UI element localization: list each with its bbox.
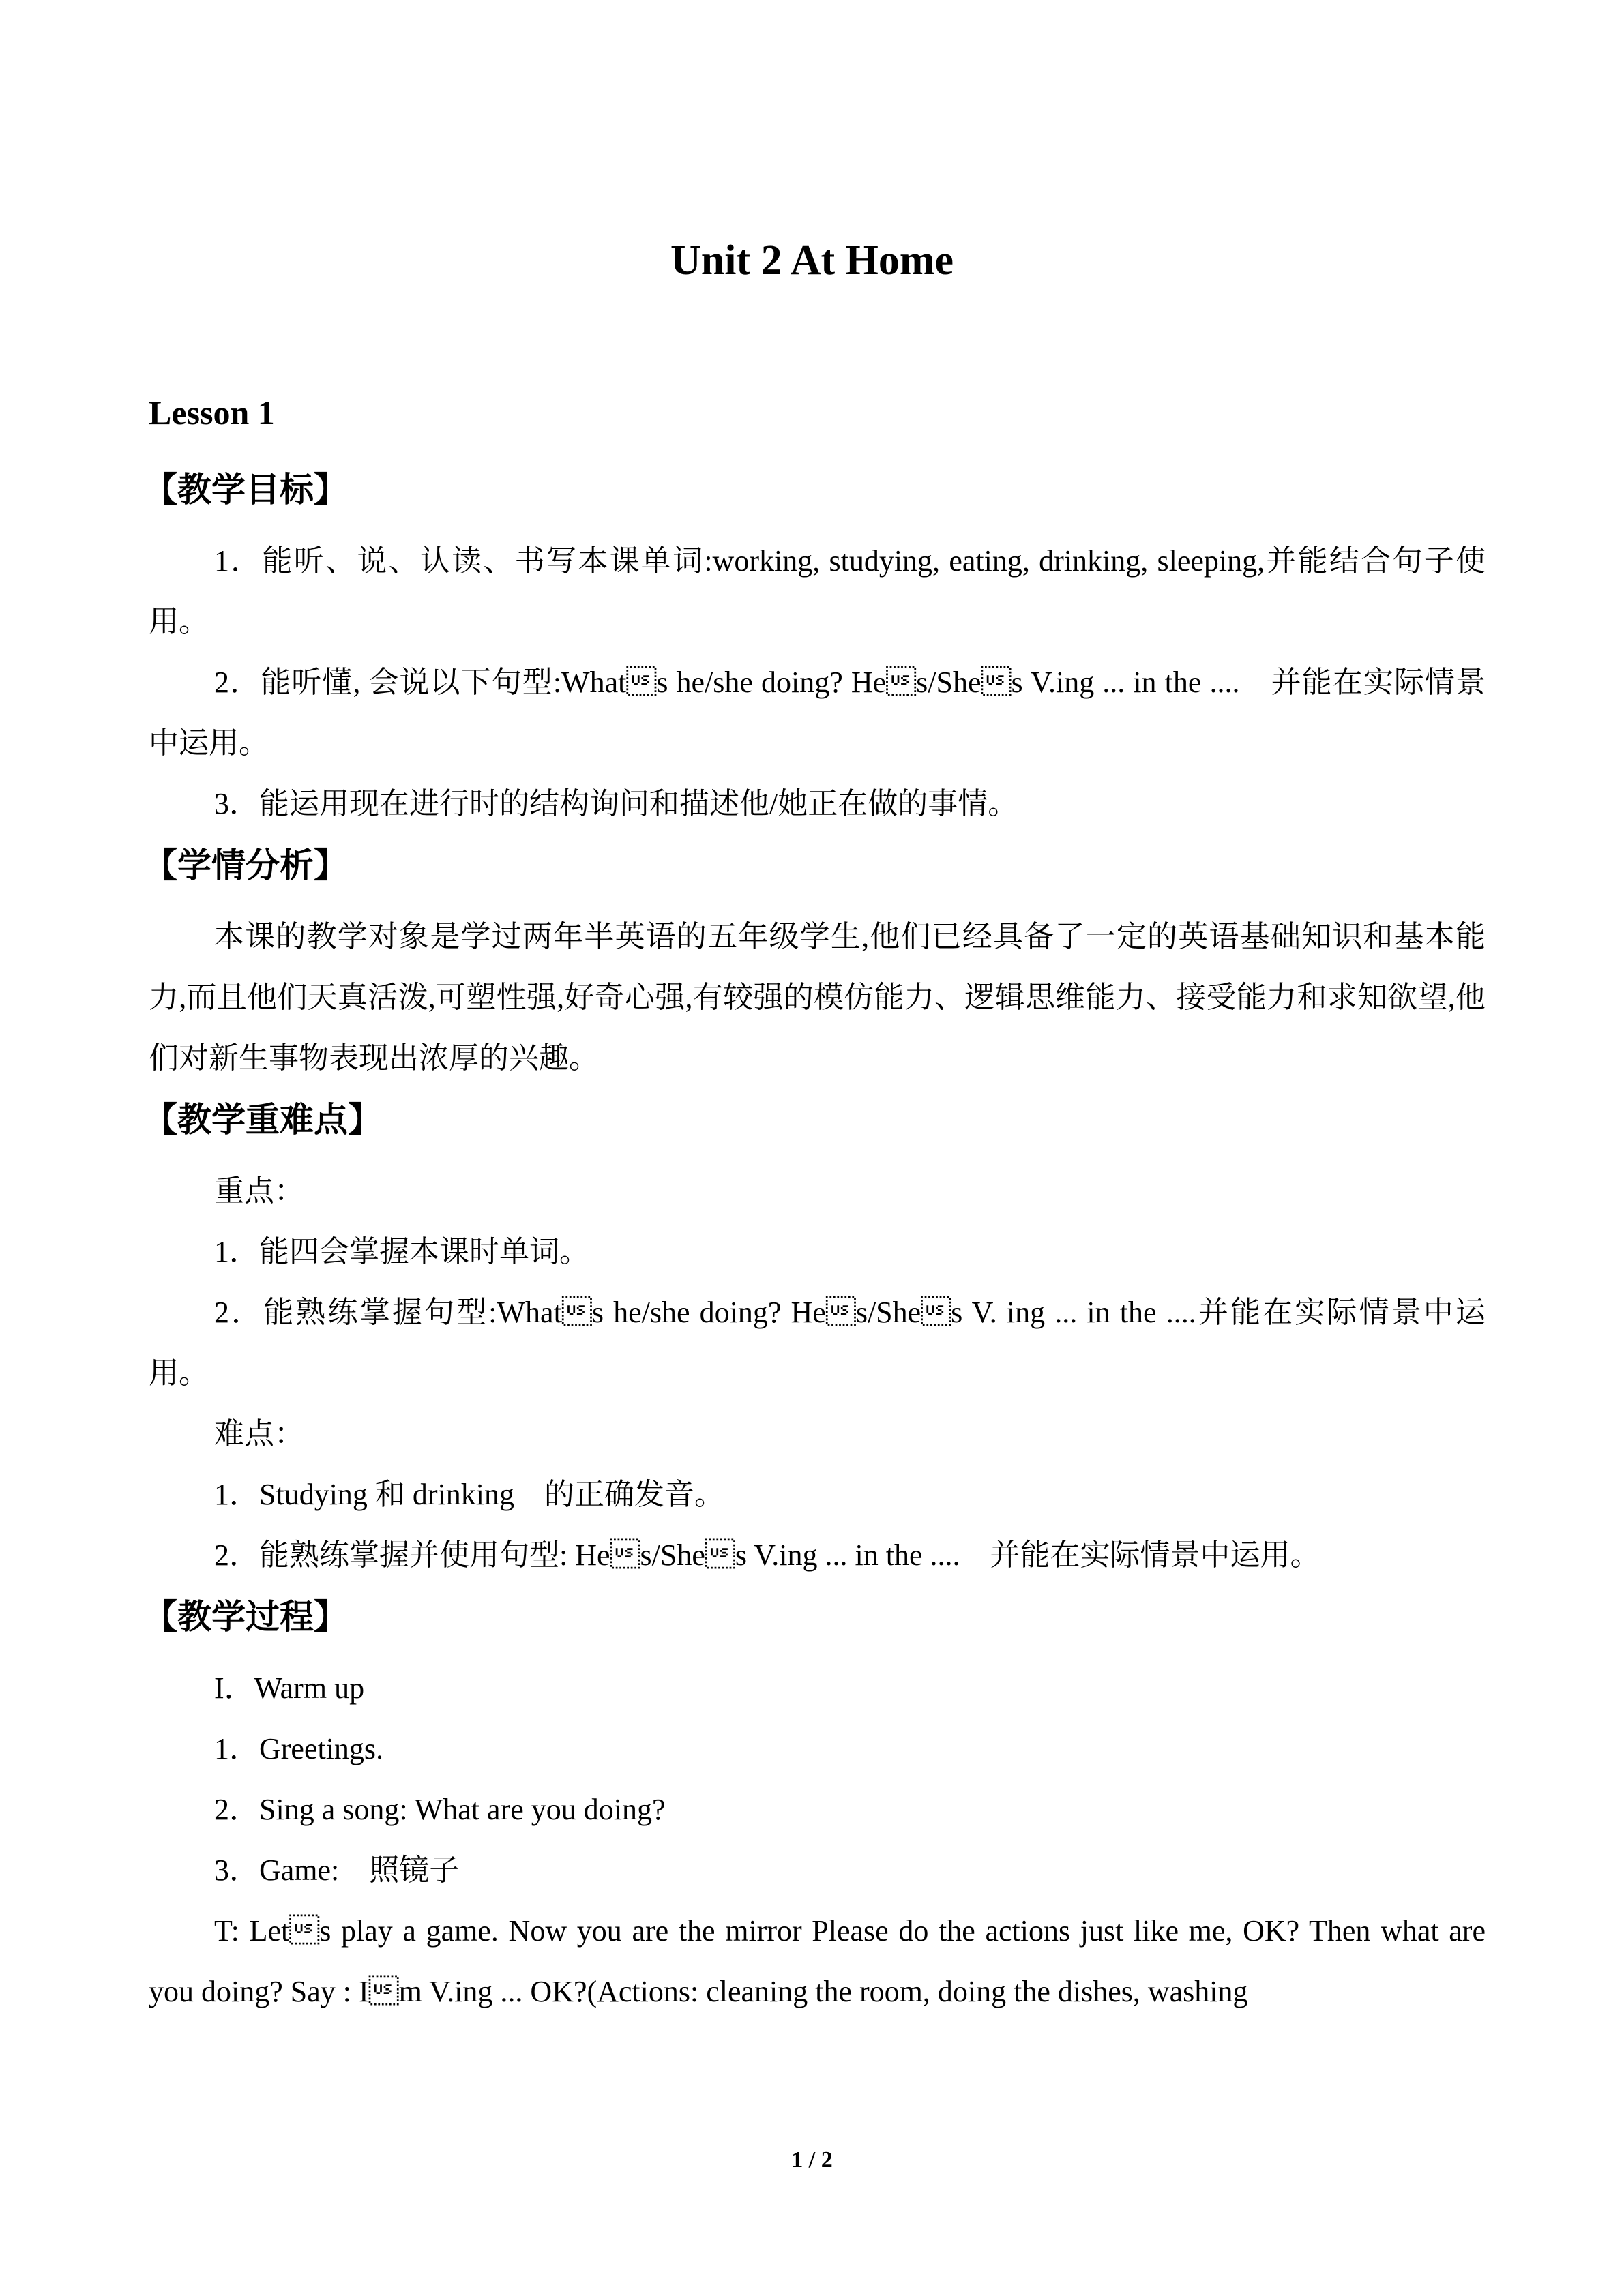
paragraph: 2．能熟练掌握并使用句型: He s/She s V.ing ... in the .... 并能在实际情景中运用。: [214, 1538, 1320, 1572]
paragraph: I．Warm up: [214, 1671, 365, 1705]
section-heading: 【教学过程】: [143, 1597, 348, 1637]
document-title: Unit 2 At Home: [670, 237, 954, 284]
section-learner-analysis: [143, 834, 1486, 1088]
paragraph: 2．能熟练掌握句型:What s he/she doing? He s/She s V. ing ... in the ....并能在实际情景中运用。: [149, 1296, 1486, 1390]
lesson-heading: Lesson 1: [149, 393, 275, 432]
section-teaching-goals: [143, 458, 1486, 834]
paragraph: 本课的教学对象是学过两年半英语的五年级学生,他们已经具备了一定的英语基础知识和基本能力,而且他们天真活泼,可塑性强,好奇心强,有较强的模仿能力、逻辑思维能力、接受能力和求知欲望,他们对新生事物表现出浓厚的兴趣。: [149, 920, 1486, 1075]
section-heading: 【教学目标】: [143, 470, 348, 509]
document-body: [143, 382, 1486, 2022]
section-heading: 【学情分析】: [143, 846, 348, 885]
section-teaching-process: [143, 1585, 1486, 2022]
paragraph: 重点：: [214, 1174, 304, 1208]
section-heading: 【教学重难点】: [143, 1100, 382, 1139]
paragraph: 2．能听懂, 会说以下句型:What s he/she doing? He s/She s V.ing ... in the .... 并能在实际情景中运用。: [149, 666, 1486, 760]
section-key-points: [143, 1088, 1486, 1585]
paragraph: 2．Sing a song: What are you doing?: [214, 1793, 666, 1826]
paragraph: 3．能运用现在进行时的结构询问和描述他/她正在做的事情。: [214, 787, 1018, 820]
paragraph: 1．Greetings.: [214, 1732, 384, 1765]
paragraph: 难点：: [214, 1417, 304, 1450]
paragraph: 1．能四会掌握本课时单词。: [214, 1235, 589, 1268]
paragraph: 1．Studying 和 drinking 的正确发音。: [214, 1478, 725, 1511]
page-number: 1 / 2: [791, 2147, 833, 2173]
paragraph: T: Let s play a game. Now you are the mirror Please do the actions just like me, OK? Then what are you doing? Say : I m V.ing ... OK?(Actions: cleaning the room, doing the dishes, washing: [149, 1914, 1486, 2008]
paragraph: 1．能听、说、认读、书写本课单词:working, studying, eating, drinking, sleeping,并能结合句子使用。: [149, 544, 1486, 638]
paragraph: 3．Game: 照镜子: [214, 1853, 460, 1887]
